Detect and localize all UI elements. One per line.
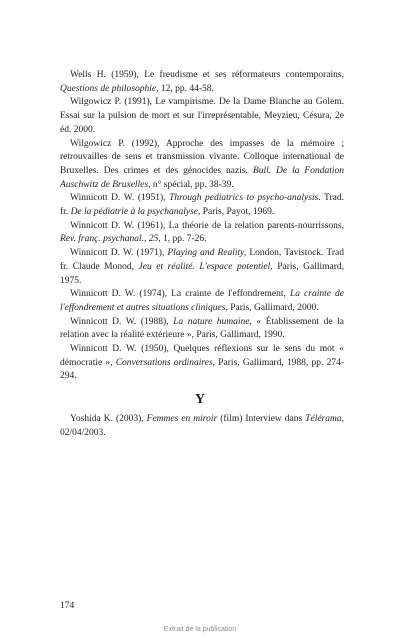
entry-text: Paris, Gallimard, 1975.	[60, 261, 344, 286]
entry-title-italic: Télérama	[305, 414, 342, 424]
bibliography-entry	[60, 138, 344, 193]
footer-note: Extrait de la publication	[163, 626, 237, 633]
entry-title-italic: Femmes en miroir	[146, 414, 218, 424]
entry-text: Wilgowicz P. (1991), Le vampirisme. De la Dame Blanche au Golem. Essai sur la pulsion de mort et sur l'irreprésentable, Meyzieu, Césura, 2e éd. 2000.	[60, 97, 344, 135]
entry-text: Winnicott D. W. (1950), Quelques réflexions sur le sens du mot « démocratie »,	[60, 344, 344, 368]
entry-text: London, Tavistock. Trad fr. Claude Monod,	[60, 248, 344, 272]
entry-text: Winnicott D. W. (1961), La théorie de la relation parents-nourrissons,	[70, 220, 344, 231]
bibliography-list-w	[60, 69, 344, 384]
entry-text: Paris, Gallimard, 2000.	[227, 302, 319, 313]
bibliography-entry	[60, 192, 344, 219]
entry-title-italic: La nature humaine	[173, 316, 250, 327]
bibliography-entry	[60, 69, 344, 96]
entry-text: Paris, Gallimard, 1988, pp. 274-294.	[60, 357, 344, 382]
entry-title-italic: De la pédiatrie à la psychanalyse,	[70, 207, 201, 218]
entry-text: Yoshida K. (2003),	[70, 414, 147, 424]
entry-title-italic: Conversations ordinaires,	[115, 357, 216, 368]
entry-text: (film) Interview dans	[217, 414, 306, 424]
entry-text: . Trad. fr.	[60, 193, 344, 218]
bibliography-entry	[60, 96, 344, 137]
entry-title-italic: Playing and Reality,	[167, 248, 247, 259]
entry-text: Winnicott D. W. (1974), La crainte de l'effondrement,	[70, 289, 290, 300]
bibliography-entry	[60, 247, 344, 288]
entry-title-italic: Rev. franç. psychanal., 25,	[60, 234, 161, 245]
entry-text: , 02/04/2003.	[60, 414, 344, 438]
entry-text: , 12, pp. 44-58.	[156, 83, 214, 94]
entry-text: 1, pp. 7-26.	[160, 234, 207, 245]
entry-text: , « Établissement de la relation avec la réalité extérieure », Paris, Gallimard, 1990.	[60, 316, 344, 341]
bibliography-entry	[60, 343, 344, 384]
bibliography-entry	[60, 220, 344, 247]
page-number: 174	[60, 601, 75, 611]
entry-title-italic: Bull. De la Fondation Auschwitz de Bruxelles,	[60, 165, 344, 190]
entry-text: Winnicott D. W. (1988),	[70, 316, 174, 327]
section-letter-heading: Y	[194, 392, 206, 407]
entry-title-italic: La crainte de l'effondrement et autres situations cliniques,	[60, 289, 344, 313]
entry-title-italic: Jeu et réalité. L'espace potentiel,	[138, 261, 273, 272]
entry-text: Paris, Payot, 1969.	[200, 207, 275, 218]
bibliography-list-y	[60, 413, 344, 440]
entry-text: n° spécial, pp. 38-39.	[150, 179, 234, 190]
bibliography-entry	[60, 316, 344, 343]
entry-title-italic: Through pediatrics to psycho-analysis	[169, 193, 319, 204]
bibliography-entry	[60, 288, 344, 315]
entry-text: Winnicott D. W. (1971),	[70, 248, 168, 259]
entry-text: Wilgowicz P. (1992), Approche des impasses de la mémoire ; retrouvailles de sens et transmission vivante. Colloque international de Bruxelles. Des crimes et des génocides nazis.	[60, 138, 344, 176]
entry-title-italic: Questions de philosophie	[60, 83, 157, 94]
entry-text: Winnicott D. W. (1951),	[70, 193, 170, 204]
bibliography-entry	[60, 413, 344, 440]
entry-text: Wells H. (1959), Le freudisme et ses réformateurs contemporains,	[70, 70, 344, 80]
